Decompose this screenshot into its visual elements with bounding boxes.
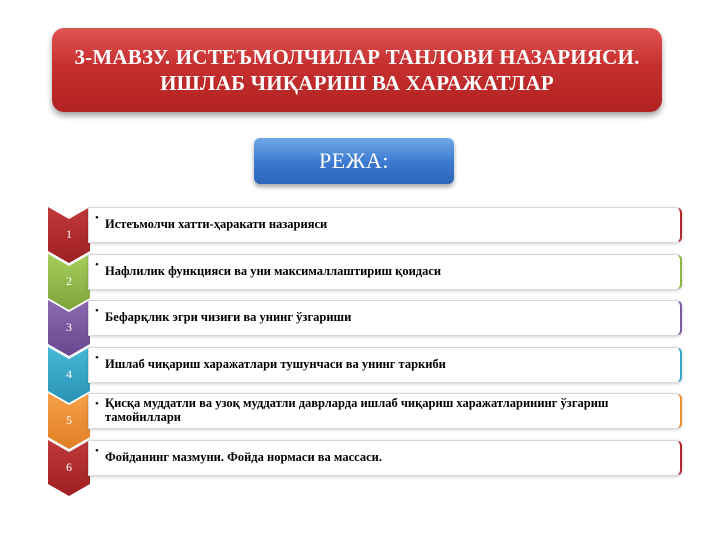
plan-item-6 — [48, 440, 684, 478]
title-banner — [52, 28, 662, 112]
item-text: Фойданинг мазмуни. Фойда нормаси ва массаси. — [105, 450, 382, 464]
item-bar — [88, 393, 682, 429]
item-number: 4 — [66, 367, 72, 381]
item-text: Ишлаб чиқариш харажатлари тушунчаси ва унинг таркиби — [105, 357, 446, 371]
item-text: Бефарқлик эгри чизиғи ва унинг ўзгариши — [105, 310, 352, 324]
item-number: 3 — [66, 320, 72, 334]
item-number: 2 — [66, 274, 72, 288]
bullet-icon: • — [95, 212, 99, 224]
bullet-icon: • — [95, 398, 99, 410]
item-text: Истеъмолчи хатти-ҳаракати назарияси — [105, 217, 328, 231]
plan-item-3 — [48, 300, 684, 338]
item-bar — [88, 300, 682, 336]
item-text: Қисқа муддатли ва узоқ муддатли даврларда ишлаб чиқариш харажатларининг ўзгариш тамойиллари — [105, 396, 609, 424]
bullet-icon: • — [95, 259, 99, 271]
bullet-icon: • — [95, 352, 99, 364]
item-text: Нафлилик функцияси ва уни максималлаштириш қоидаси — [105, 264, 442, 278]
item-number: 1 — [66, 227, 72, 241]
item-bar — [88, 254, 682, 290]
item-number: 5 — [66, 413, 72, 427]
bullet-icon: • — [95, 305, 99, 317]
plan-banner — [254, 138, 454, 184]
plan-item-2 — [48, 254, 684, 292]
item-number: 6 — [66, 460, 72, 474]
slide-title: 3-МАВЗУ. ИСТЕЪМОЛЧИЛАР ТАНЛОВИ НАЗАРИЯСИ. ИШЛАБ ЧИҚАРИШ ВА ХАРАЖАТЛАР — [74, 45, 640, 95]
plan-label: РЕЖА: — [319, 148, 389, 173]
plan-item-1 — [48, 207, 684, 245]
item-bar — [88, 440, 682, 476]
plan-item-4 — [48, 347, 684, 385]
plan-item-5 — [48, 393, 684, 431]
item-bar — [88, 207, 682, 243]
bullet-icon: • — [95, 445, 99, 457]
item-bar — [88, 347, 682, 383]
